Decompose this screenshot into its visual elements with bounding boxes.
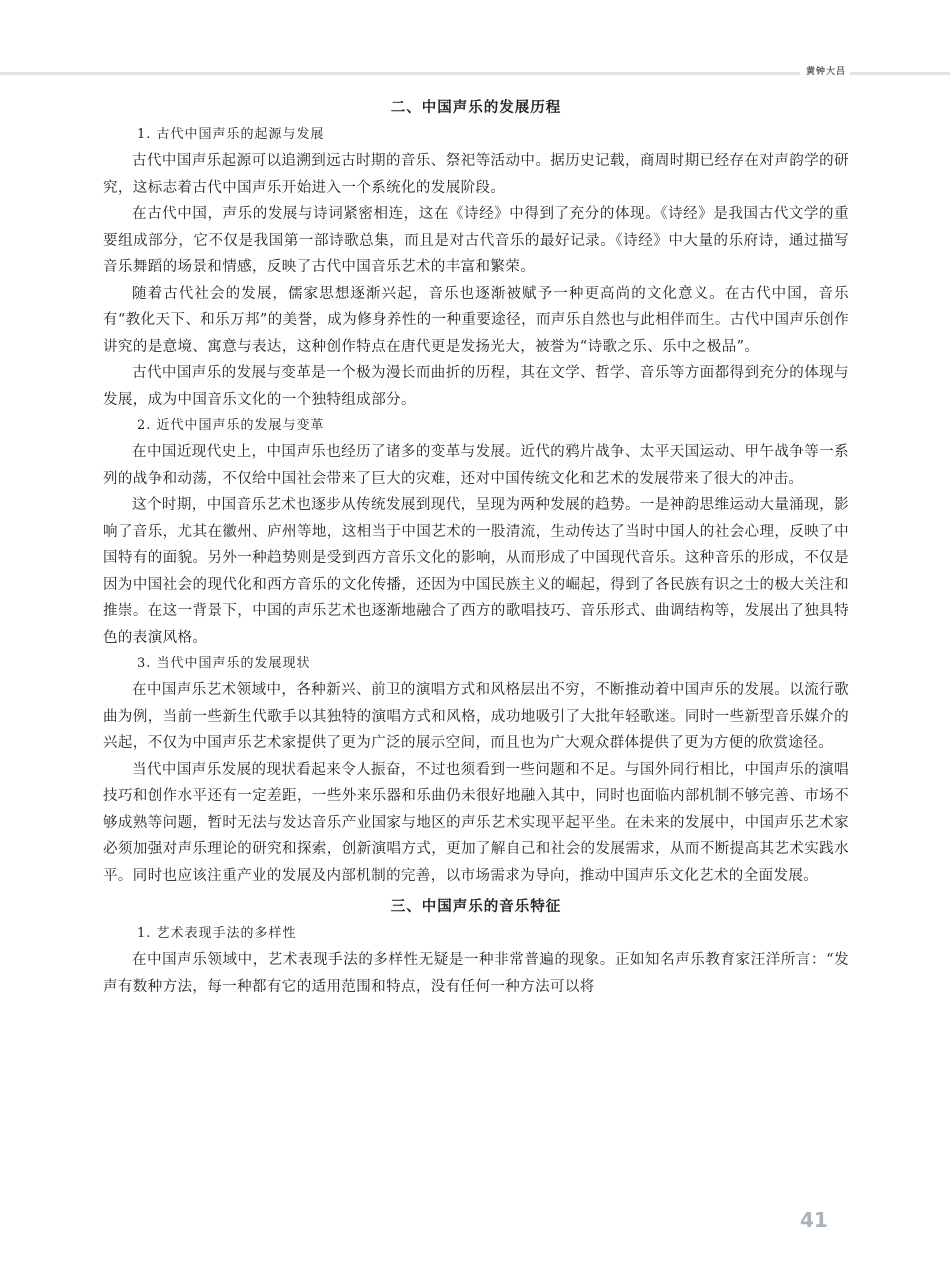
paragraph: 当代中国声乐发展的现状看起来令人振奋，不过也须看到一些问题和不足。与国外同行相比，中国声乐的演唱技巧和创作水平还有一定差距，一些外来乐器和乐曲仍未很好地融入其中，同时也面临内部机制不够完善、市场不够成熟等问题，暂时无法与发达音乐产业国家与地区的声乐艺术实现平起平坐。在未来的发展中，中国声乐艺术家必须加强对声乐理论的研究和探索，创新演唱方式，更加了解自己和社会的发展需求，从而不断提高其艺术实践水平。同时也应该注重产业的发展及内部机制的完善，以市场需求为导向，推动中国声乐文化艺术的全面发展。 (103, 761, 849, 884)
paragraph: 古代中国声乐的发展与变革是一个极为漫长而曲折的历程，其在文学、哲学、音乐等方面都得到充分的体现与发展，成为中国音乐文化的一个独特组成部分。 (103, 365, 849, 408)
paragraph: 在中国近现代史上，中国声乐也经历了诸多的变革与发展。近代的鸦片战争、太平天国运动、甲午战争等一系列的战争和动荡，不仅给中国社会带来了巨大的灾难，还对中国传统文化和艺术的发展带来了很大的冲击。 (103, 444, 849, 487)
paragraph: 在中国声乐领域中，艺术表现手法的多样性无疑是一种非常普遍的现象。正如知名声乐教育家汪洋所言：“发声有数种方法，每一种都有它的适用范围和特点，没有任何一种方法可以将 (103, 952, 849, 995)
subsection-heading: 2. 近代中国声乐的发展与变革 (137, 418, 325, 433)
header-rule (0, 72, 800, 75)
page-number: 41 (800, 1208, 828, 1232)
paragraph: 随着古代社会的发展，儒家思想逐渐兴起，音乐也逐渐被赋予一种更高尚的文化意义。在古代中国，音乐有“教化天下、和乐万邦”的美誉，成为修身养性的一种重要途径，而声乐自然也与此相伴而生。古代中国声乐创作讲究的是意境、寓意与表达，这种创作特点在唐代更是发扬光大，被誉为“诗歌之乐、乐中之极品”。 (103, 285, 849, 355)
subsection-heading: 1. 艺术表现手法的多样性 (137, 926, 297, 941)
paragraph: 这个时期，中国音乐艺术也逐步从传统发展到现代，呈现为两种发展的趋势。一是神韵思维运动大量涌现，影响了音乐，尤其在徽州、庐州等地，这相当于中国艺术的一股清流，生动传达了当时中国人的社会心理，反映了中国特有的面貌。另外一种趋势则是受到西方音乐文化的影响，从而形成了中国现代音乐。这种音乐的形成，不仅是因为中国社会的现代化和西方音乐的文化传播，还因为中国民族主义的崛起，得到了各民族有识之士的极大关注和推崇。在这一背景下，中国的声乐艺术也逐渐地融合了西方的歌唱技巧、音乐形式、曲调结构等，发展出了独具特色的表演风格。 (103, 497, 849, 646)
paragraph: 在中国声乐艺术领域中，各种新兴、前卫的演唱方式和风格层出不穷，不断推动着中国声乐的发展。以流行歌曲为例，当前一些新生代歌手以其独特的演唱方式和风格，成功地吸引了大批年轻歌迷。同时一些新型音乐媒介的兴起，不仅为中国声乐艺术家提供了更为广泛的展示空间，而且也为广大观众群体提供了更为方便的欣赏途径。 (103, 682, 849, 751)
subsection-heading: 3. 当代中国声乐的发展现状 (137, 656, 311, 671)
section-title: 二、中国声乐的发展历程 (390, 99, 562, 116)
running-head: 黄钟大吕 (806, 67, 847, 77)
paragraph: 古代中国声乐起源可以追溯到远古时期的音乐、祭祀等活动中。据历史记载，商周时期已经存在对声韵学的研究，这标志着古代中国声乐开始进入一个系统化的发展阶段。 (103, 153, 849, 196)
subsection-heading: 1. 古代中国声乐的起源与发展 (137, 127, 325, 142)
section-title: 三、中国声乐的音乐特征 (390, 898, 562, 915)
article-body (103, 94, 849, 1000)
header-rule-right (850, 72, 950, 75)
paragraph: 在古代中国，声乐的发展与诗词紧密相连，这在《诗经》中得到了充分的体现。《诗经》是我国古代文学的重要组成部分，它不仅是我国第一部诗歌总集，而且是对古代音乐的最好记录。《诗经》中大量的乐府诗，通过描写音乐舞蹈的场景和情感，反映了古代中国音乐艺术的丰富和繁荣。 (103, 206, 849, 275)
